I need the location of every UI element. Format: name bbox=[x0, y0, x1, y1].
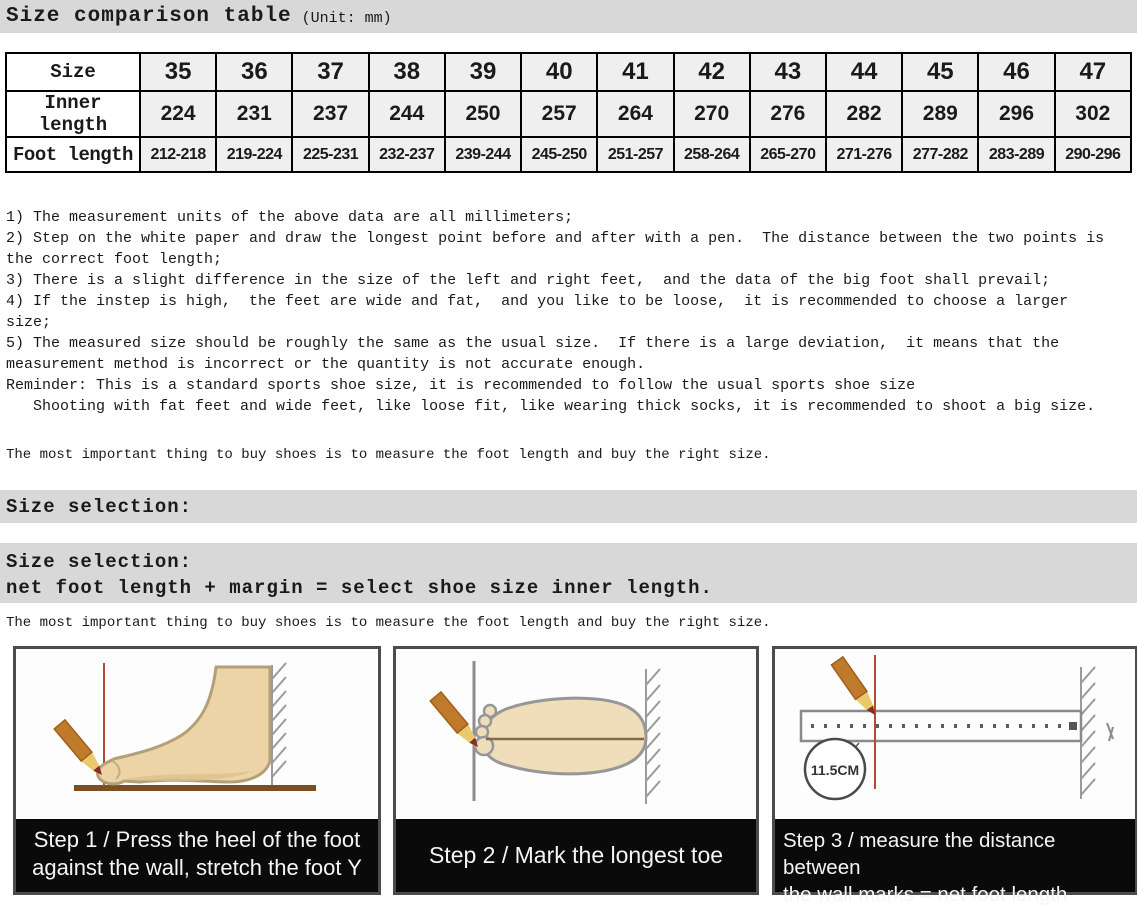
foot-length-cell: 225-231 bbox=[292, 137, 368, 172]
row-label-size: Size bbox=[6, 53, 140, 91]
step2-caption bbox=[396, 819, 756, 892]
step2-drawing bbox=[396, 649, 756, 819]
foot-length-cell: 265-270 bbox=[750, 137, 826, 172]
size-selection-formula: net foot length + margin = select shoe size inner length. bbox=[6, 577, 713, 599]
wall-hatch bbox=[1081, 667, 1095, 799]
pencil-icon bbox=[54, 720, 107, 780]
step3-caption bbox=[775, 819, 1135, 906]
pencil-icon bbox=[831, 657, 880, 719]
measurement-steps bbox=[13, 646, 1137, 906]
size-cell: 45 bbox=[902, 53, 978, 91]
row-label-inner-length: Inner length bbox=[6, 91, 140, 137]
foot-length-cell: 251-257 bbox=[597, 137, 673, 172]
note-3: 3) There is a slight difference in the size of the left and right feet, and the data of the big foot shall prevail; bbox=[6, 272, 1051, 289]
size-cell: 47 bbox=[1055, 53, 1131, 91]
step2-panel bbox=[393, 646, 759, 895]
size-cell: 36 bbox=[216, 53, 292, 91]
ruler-measurement-label: 11.5CM bbox=[810, 762, 860, 778]
measure-tip-2: The most important thing to buy shoes is to measure the foot length and buy the right size. bbox=[6, 615, 771, 631]
measure-tip: The most important thing to buy shoes is to measure the foot length and buy the right size. bbox=[6, 447, 771, 463]
foot-side-graphic bbox=[98, 667, 270, 784]
inner-length-cell: 237 bbox=[292, 91, 368, 137]
measurement-notes bbox=[6, 207, 1112, 417]
size-cell: 42 bbox=[674, 53, 750, 91]
foot-length-cell: 232-237 bbox=[369, 137, 445, 172]
size-cell: 44 bbox=[826, 53, 902, 91]
size-cell: 39 bbox=[445, 53, 521, 91]
floor-line bbox=[74, 785, 316, 791]
step3-caption-line1: Step 3 / measure the distance between bbox=[783, 829, 1056, 879]
size-selection-block bbox=[0, 543, 1137, 603]
size-cell: 37 bbox=[292, 53, 368, 91]
inner-length-cell: 270 bbox=[674, 91, 750, 137]
inner-length-cell: 282 bbox=[826, 91, 902, 137]
inner-length-cell: 244 bbox=[369, 91, 445, 137]
table-row-foot-length bbox=[6, 137, 1131, 172]
step1-panel bbox=[13, 646, 381, 895]
foot-length-cell: 258-264 bbox=[674, 137, 750, 172]
note-2: 2) Step on the white paper and draw the longest point before and after with a pen. The distance between the two points is the correct foot length; bbox=[6, 230, 1114, 268]
step2-caption-line1: Step 2 / Mark the longest toe bbox=[428, 842, 724, 868]
size-cell: 40 bbox=[521, 53, 597, 91]
page-title: Size comparison table bbox=[6, 5, 292, 28]
note-1: 1) The measurement units of the above data are all millimeters; bbox=[6, 209, 574, 226]
inner-length-cell: 250 bbox=[445, 91, 521, 137]
size-selection-block-title: Size selection: bbox=[6, 551, 193, 573]
note-4: 4) If the instep is high, the feet are wide and fat, and you like to be loose, it is recommended to choose a larger size; bbox=[6, 293, 1078, 331]
step3-illustration bbox=[775, 649, 1135, 819]
inner-length-cell: 296 bbox=[978, 91, 1054, 137]
table-row-inner-length bbox=[6, 91, 1131, 137]
wall-hatch bbox=[272, 663, 286, 785]
step3-caption-line2: the wall marks = net foot length bbox=[783, 883, 1068, 906]
size-comparison-table bbox=[5, 52, 1132, 173]
foot-length-cell: 212-218 bbox=[140, 137, 216, 172]
small-mark bbox=[1107, 723, 1113, 741]
size-cell: 41 bbox=[597, 53, 673, 91]
size-cell: 43 bbox=[750, 53, 826, 91]
note-reminder: Reminder: This is a standard sports shoe size, it is recommended to follow the usual sports shoe size bbox=[6, 377, 916, 394]
note-reminder-2: Shooting with fat feet and wide feet, like loose fit, like wearing thick socks, it is recommended to shoot a big size. bbox=[6, 398, 1096, 415]
inner-length-cell: 264 bbox=[597, 91, 673, 137]
note-5: 5) The measured size should be roughly the same as the usual size. If there is a large deviation, it means that the measurement method is incorrect or the quantity is not accurate enough. bbox=[6, 335, 1069, 373]
table-row-size bbox=[6, 53, 1131, 91]
unit-label: (Unit: mm) bbox=[301, 9, 392, 27]
foot-length-cell: 239-244 bbox=[445, 137, 521, 172]
row-label-foot-length: Foot length bbox=[6, 137, 140, 172]
foot-length-cell: 290-296 bbox=[1055, 137, 1131, 172]
step1-illustration bbox=[16, 649, 378, 819]
inner-length-cell: 289 bbox=[902, 91, 978, 137]
foot-length-cell: 219-224 bbox=[216, 137, 292, 172]
foot-length-cell: 245-250 bbox=[521, 137, 597, 172]
size-cell: 35 bbox=[140, 53, 216, 91]
step1-caption bbox=[16, 819, 378, 892]
inner-length-cell: 224 bbox=[140, 91, 216, 137]
step2-illustration bbox=[396, 649, 756, 819]
size-cell: 38 bbox=[369, 53, 445, 91]
foot-length-cell: 277-282 bbox=[902, 137, 978, 172]
step3-panel bbox=[772, 646, 1137, 906]
foot-length-cell: 283-289 bbox=[978, 137, 1054, 172]
foot-length-cell: 271-276 bbox=[826, 137, 902, 172]
foot-top-graphic bbox=[475, 698, 646, 774]
inner-length-cell: 257 bbox=[521, 91, 597, 137]
step1-drawing bbox=[16, 649, 378, 819]
size-selection-heading: Size selection: bbox=[0, 490, 1137, 523]
inner-length-cell: 231 bbox=[216, 91, 292, 137]
inner-length-cell: 276 bbox=[750, 91, 826, 137]
size-cell: 46 bbox=[978, 53, 1054, 91]
ruler-graphic bbox=[801, 711, 1081, 741]
wall-hatch bbox=[646, 669, 660, 804]
measurement-callout bbox=[805, 739, 865, 799]
inner-length-cell: 302 bbox=[1055, 91, 1131, 137]
step1-caption-line1: Step 1 / Press the heel of the foot bbox=[33, 827, 361, 852]
title-bar bbox=[0, 0, 1137, 33]
step3-drawing bbox=[775, 649, 1135, 819]
step1-caption-line2: against the wall, stretch the foot Y bbox=[32, 855, 362, 880]
